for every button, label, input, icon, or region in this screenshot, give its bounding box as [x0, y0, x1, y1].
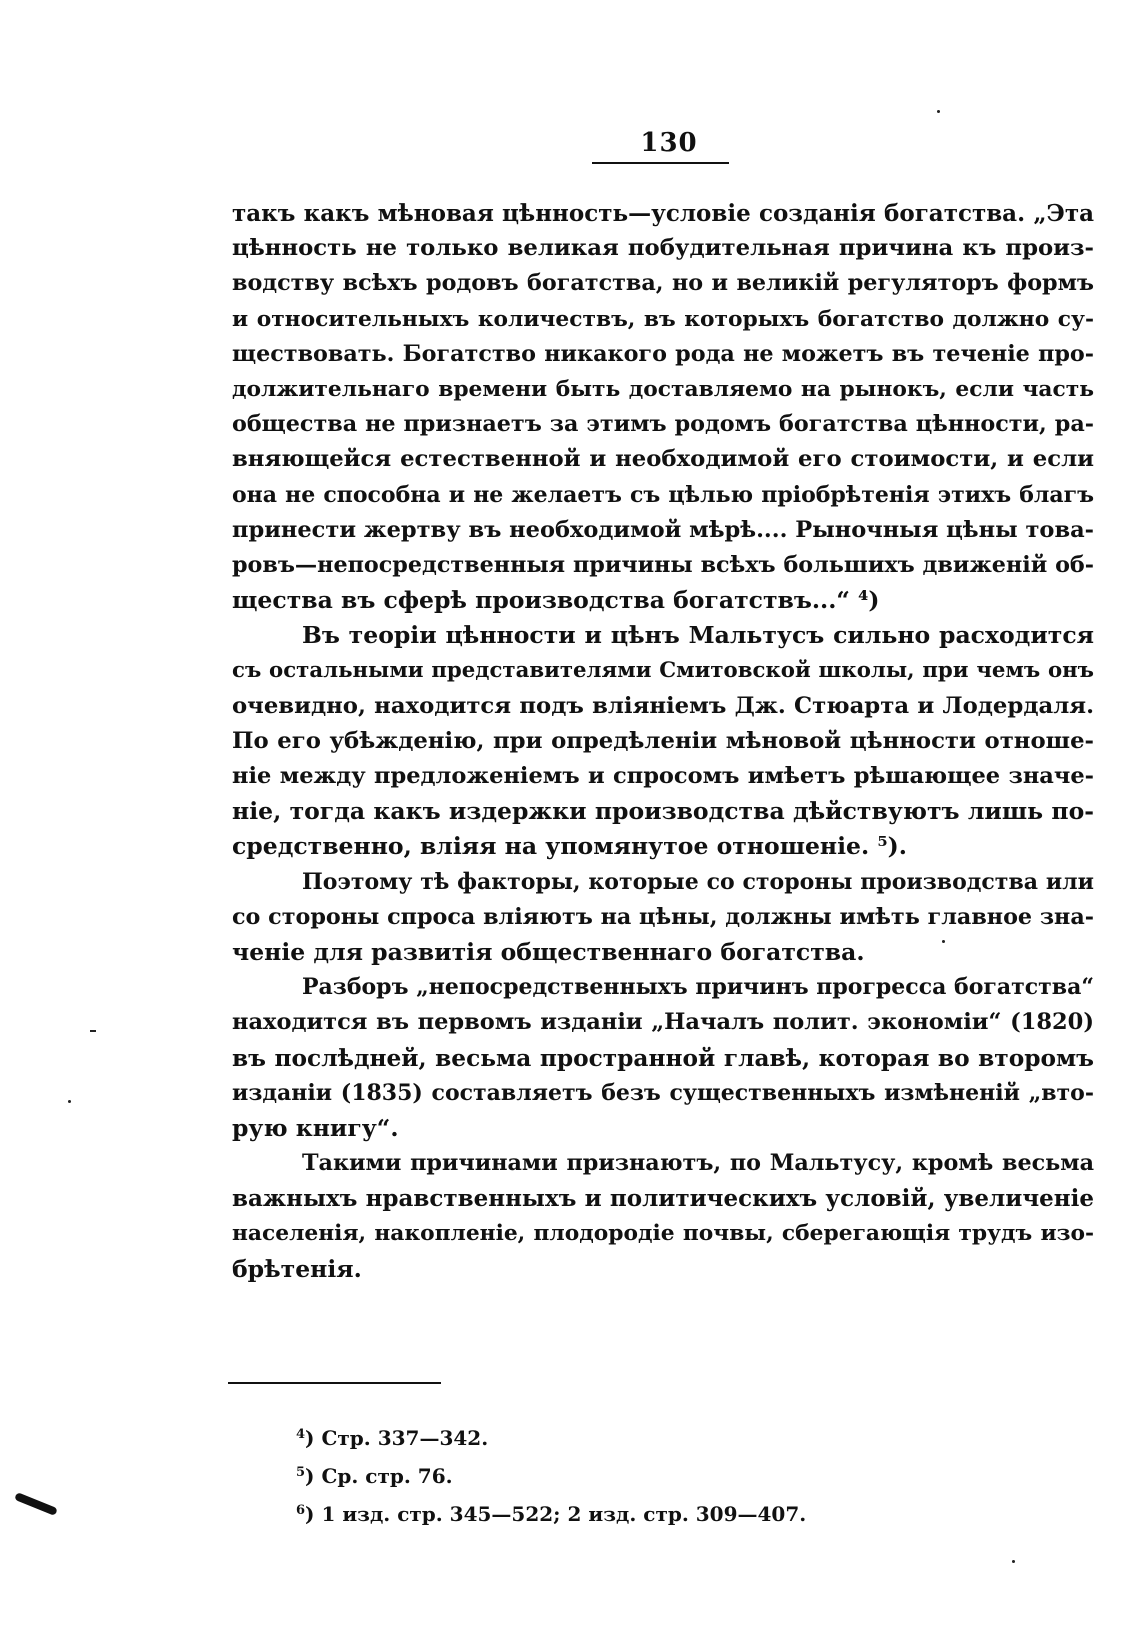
- text-line: Въ теоріи цѣнности и цѣнъ Мальтусъ сильно расходится: [302, 621, 1094, 650]
- scan-speck: [1012, 1560, 1015, 1563]
- footnote-text: ) Ср. стр. 76.: [305, 1464, 453, 1488]
- text-line: ровъ—непосредственныя причины всѣхъ большихъ движеній об-: [232, 551, 1094, 578]
- text-line: изданіи (1835) составляетъ безъ существенныхъ измѣненій „вто-: [232, 1079, 1094, 1106]
- footnote-marker: 5: [296, 1465, 306, 1480]
- text-line: Поэтому тѣ факторы, которые со стороны производства или: [302, 868, 1094, 895]
- text-line: въ послѣдней, весьма пространной главѣ, которая во второмъ: [232, 1044, 1094, 1072]
- text-line: находится въ первомъ изданіи „Началъ полит. экономіи“ (1820): [232, 1009, 1094, 1036]
- footnote-text: ) 1 изд. стр. 345—522; 2 изд. стр. 309—407.: [305, 1502, 807, 1526]
- text-line: ченіе для развитія общественнаго богатства.: [232, 937, 865, 966]
- text-line: очевидно, находится подъ вліяніемъ Дж. Стюарта и Лодердаля.: [232, 692, 1094, 719]
- page-number: 130: [640, 128, 698, 158]
- text-line: средственно, вліяя на упомянутое отношеніе. ⁵).: [232, 832, 907, 861]
- text-line: ществовать. Богатство никакого рода не можетъ въ теченіе про-: [232, 340, 1094, 367]
- footnote-marker: 4: [296, 1427, 306, 1442]
- text-line: ніе, тогда какъ издержки производства дѣйствуютъ лишь по-: [232, 797, 1094, 826]
- text-line: Такими причинами признаютъ, по Мальтусу, кромѣ весьма: [302, 1150, 1094, 1177]
- text-line: такъ какъ мѣновая цѣнность—условіе созданія богатства. „Эта: [232, 200, 1094, 227]
- footnote-text: ) Стр. 337—342.: [305, 1426, 489, 1450]
- footnote: [296, 1492, 896, 1530]
- text-line: важныхъ нравственныхъ и политическихъ условій, увеличеніе: [232, 1185, 1094, 1213]
- page-number-underline: [592, 162, 729, 164]
- scan-speck: [937, 110, 940, 113]
- text-line: принести жертву въ необходимой мѣрѣ.... Рыночныя цѣны това-: [232, 516, 1094, 543]
- text-line: общества не признаетъ за этимъ родомъ богатства цѣнности, ра-: [232, 411, 1094, 438]
- text-line: водству всѣхъ родовъ богатства, но и великій регуляторъ формъ: [232, 270, 1094, 297]
- scan-speck: [942, 940, 945, 943]
- text-line: населенія, накопленіе, плодородіе почвы, сберегающія трудъ изо-: [232, 1221, 1094, 1247]
- footnote-marker: 6: [296, 1503, 306, 1518]
- text-line: должительнаго времени быть доставляемо на рынокъ, если часть: [232, 376, 1094, 402]
- text-line: ніе между предложеніемъ и спросомъ имѣетъ рѣшающее значе-: [232, 763, 1094, 789]
- footnote: [296, 1416, 896, 1454]
- body-text: [232, 196, 1094, 1287]
- scan-speck: [90, 1030, 96, 1032]
- footnotes: [296, 1416, 896, 1530]
- text-line: съ остальными представителями Смитовской школы, при чемъ онъ: [232, 658, 1094, 684]
- text-line: щества въ сферѣ производства богатствъ...“ ⁴): [232, 586, 880, 615]
- footnote-separator: [228, 1382, 441, 1384]
- text-line: Разборъ „непосредственныхъ причинъ прогресса богатства“: [302, 974, 1094, 1001]
- text-line: рую книгу“.: [232, 1113, 399, 1142]
- text-line: цѣнность не только великая побудительная причина къ произ-: [232, 235, 1094, 262]
- text-line: брѣтенія.: [232, 1254, 362, 1283]
- scan-speck: [68, 1100, 71, 1103]
- footnote: [296, 1454, 896, 1492]
- scan-edge-mark: [14, 1492, 58, 1516]
- text-line: она не способна и не желаетъ съ цѣлью пріобрѣтенія этихъ благъ: [232, 481, 1094, 508]
- text-line: со стороны спроса вліяютъ на цѣны, должны имѣть главное зна-: [232, 903, 1094, 930]
- text-line: и относительныхъ количествъ, въ которыхъ богатство должно су-: [232, 306, 1094, 332]
- text-line: По его убѣжденію, при опредѣленіи мѣновой цѣнности отноше-: [232, 727, 1094, 754]
- text-line: вняющейся естественной и необходимой его стоимости, и если: [232, 446, 1094, 473]
